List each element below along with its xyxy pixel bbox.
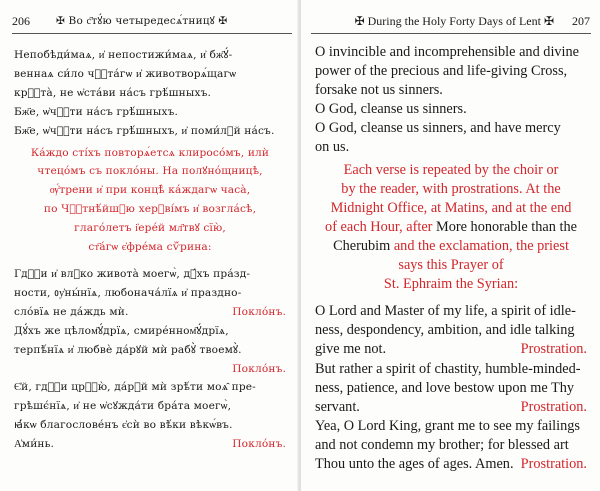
prostration-label: Покло́нъ. <box>232 362 286 375</box>
prayer-line: O Lord and Master of my life, a spirit of idle- <box>315 303 576 320</box>
left-page <box>0 0 299 491</box>
prayer-line: and not condemn my brother; for blessed art <box>315 436 569 453</box>
prayer-line: терпѣ́нїѧ и҆ любвѐ да́рꙋй мѝ рабꙋ̀ твоемꙋ̀. <box>14 343 242 356</box>
rubric-line: St. Ephraim the Syrian: <box>383 276 519 293</box>
prayer-line <box>315 398 587 417</box>
verse-line: on us. <box>315 139 350 156</box>
prayer-line: грѣшє́нїѧ, и҆ не ѡ҆сꙋжда́ти бра́та моегѡ̀, <box>14 400 232 413</box>
left-text-body <box>14 46 286 454</box>
prayer-line: Yea, O Lord King, grant me to see my failings <box>315 417 580 434</box>
prostration-label: Prostration. <box>520 455 587 472</box>
page-number: 206 <box>12 14 30 28</box>
verse-line: Бж҃е, ѡ҆чⷭ҇ти на́съ грѣ́шныхъ. <box>14 105 178 118</box>
prayer-line: ness, despondency, ambition, and idle talking <box>315 322 575 339</box>
rubric-line: Midnight Office, at Matins, and at the end <box>330 199 572 216</box>
prayer-line <box>14 435 286 454</box>
rubric-line: по Чⷭ҇тнѣ́йшꙋю херꙋві́мъ и҆ возгла́сѣ, <box>43 203 257 216</box>
prayer-line: ꙗ҆́кѡ благослове́нъ є҆сѝ во вѣ́ки вѣкѡ́въ. <box>14 419 233 432</box>
prayer-line <box>315 455 587 474</box>
prayer-text: А҆ми́нь. <box>14 438 55 451</box>
right-page <box>301 0 600 491</box>
prayer-line: ness, patience, and love bestow upon me Thy <box>315 379 575 396</box>
spacer <box>315 294 587 302</box>
rubric-line: глаго́летъ і҆ере́й мл҃твꙋ сїю̀, <box>74 222 226 235</box>
running-head: ✠ Во с҃тꙋ́ю четыредесѧ́тницꙋ ✠ <box>56 15 228 27</box>
prostration-label: Prostration. <box>520 341 587 358</box>
prayer-line: Є҆й, гдⷭ҇и црⷭ҇ю̀, да́рꙋй мѝ зрѣ́ти моѧ̑ пре- <box>14 381 256 394</box>
verse-line: O God, cleanse us sinners. <box>315 101 467 118</box>
verse-line: Непобѣди́маѧ, и҆ непостижи́маѧ, и҆ бж҃ꙋ́- <box>14 49 233 61</box>
prostration-label: Покло́нъ. <box>232 438 286 451</box>
verse-line: O God, cleanse us sinners, and have mercy <box>315 120 561 137</box>
rubric-line <box>315 237 587 256</box>
verse-line: крⷭ҇та̀, не ѡ҆ста́ви на́съ грѣ́шныхъ. <box>14 86 211 99</box>
prayer-text: сло́вїѧ не да́ждь мѝ. <box>14 305 129 318</box>
prayer-line: ности, ᲂу҆ны́нїѧ, любонача́лїѧ и҆ праздно- <box>14 286 242 299</box>
rubric-line <box>315 218 587 237</box>
prayer-line: Дꙋ́хъ же цѣлом҃ꙋ́дрїѧ, смире́нном҃ꙋ́дрїѧ, <box>14 324 229 337</box>
rubric-line: says this Prayer of <box>398 257 504 274</box>
prostration-label: Покло́нъ. <box>232 305 286 318</box>
page-number: 207 <box>572 14 590 28</box>
rubric-line: Ка́ждо сті́хъ повторѧ́етсѧ клиросо́мъ, илѝ <box>30 146 270 159</box>
rubric-quote: More honorable than the <box>432 218 577 235</box>
rubric-line: Each verse is repeated by the choir or <box>343 161 559 178</box>
header-rule <box>311 33 591 34</box>
spacer <box>14 257 286 265</box>
prayer-line <box>14 303 286 322</box>
running-head: ✠ During the Holy Forty Days of Lent ✠ <box>354 14 554 28</box>
header-rule <box>12 33 292 34</box>
verse-line: power of the precious and life-giving Cross, <box>315 63 568 80</box>
rubric-line: чтецо́мъ съ покло́ны. На полꙋно́щницѣ, <box>37 165 263 178</box>
prayer-line: But rather a spirit of chastity, humble-minded- <box>315 360 581 377</box>
prayer-text: give me not. <box>315 341 387 358</box>
verse-line: веннаѧ си́ло чⷭ҇та́гѡ и҆ животворѧ́щагѡ <box>14 67 237 80</box>
rubric-quote: Cherubim <box>333 237 391 254</box>
rubric-text: and the exclamation, the priest <box>390 237 569 254</box>
verse-line: O invincible and incomprehensible and divine <box>315 44 580 60</box>
verse-line: forsake not us sinners. <box>315 82 443 99</box>
prayer-line <box>315 340 587 359</box>
rubric-line: ст҃а́гѡ є҆фре́ма сѷ́рина: <box>88 241 212 254</box>
prayer-text: servant. <box>315 398 360 415</box>
prayer-line <box>14 360 286 379</box>
verse-line: Бж҃е, ѡ҆чⷭ҇ти на́съ грѣ́шныхъ, и҆ поми́лꙋй на́съ. <box>14 124 275 137</box>
rubric-line: by the reader, with prostrations. At the <box>341 180 561 197</box>
rubric-line: ѹ҆́трени и҆ при концѣ̀ ка́ждагѡ часа̀, <box>49 184 251 197</box>
prayer-text: Thou unto the ages of ages. Amen. <box>315 455 514 472</box>
right-text-body <box>315 43 587 474</box>
prostration-label: Prostration. <box>520 398 587 415</box>
prayer-line: Гдⷭ҇и и҆ влⷣко живота̀ моегѡ̀, дꙋ́хъ пра́зд- <box>14 267 251 280</box>
rubric-text: of each Hour, after <box>325 218 433 235</box>
